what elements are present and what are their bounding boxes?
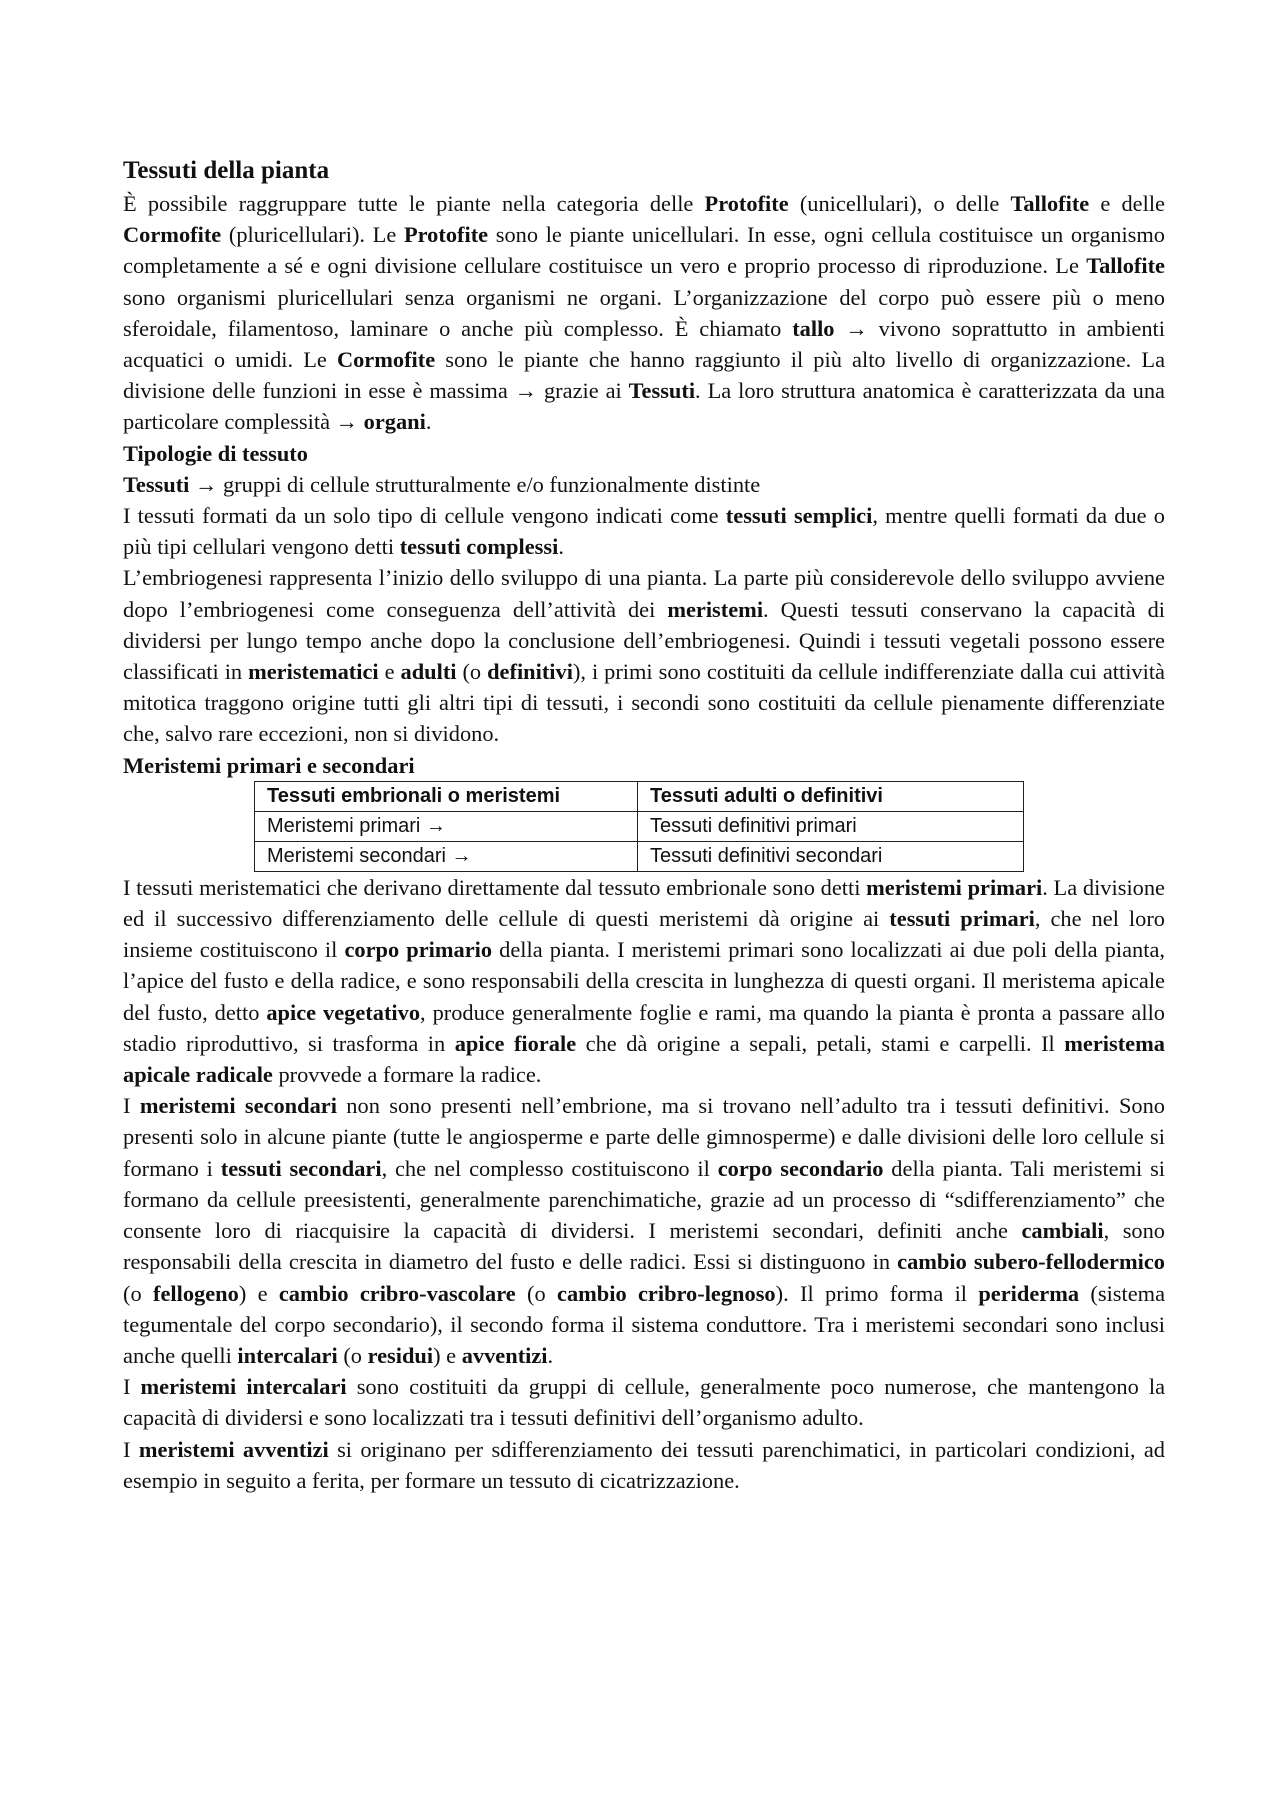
table-cell: Meristemi primari → xyxy=(255,811,638,841)
table-header-cell: Tessuti adulti o definitivi xyxy=(638,781,1024,811)
table-header-cell: Tessuti embrionali o meristemi xyxy=(255,781,638,811)
paragraph-meristemi-avventizi: I meristemi avventizi si originano per sdifferenziamento dei tessuti parenchimatici, in particolari condizioni, ad esempio in seguito a ferita, per formare un tessuto di cicatrizzazione. xyxy=(123,1436,1166,1493)
paragraph-tessuti-semplici: I tessuti formati da un solo tipo di cellule vengono indicati come tessuti semplici, mentre quelli formati da due o più tipi cellulari vengono detti tessuti complessi. xyxy=(123,503,1166,560)
paragraph-meristemi-primari: I tessuti meristematici che derivano direttamente dal tessuto embrionale sono detti meristemi primari. La divisione ed il successivo differenziamento delle cellule di questi meristemi dà origine ai tessuti primari, che nel loro insieme costituiscono il corpo primario della pianta. I meristemi primari sono localizzati ai due poli della pianta, l’apice del fusto e della radice, e sono responsabili della crescita in lunghezza di questi organi. Il meristema apicale del fusto, detto apice vegetativo, produce generalmente foglie e rami, ma quando la pianta è pronta a passare allo stadio riproduttivo, si trasforma in apice fiorale che dà origine a sepali, petali, stami e carpelli. Il meristema apicale radicale provvede a formare la radice. xyxy=(123,874,1165,1088)
tessuti-table xyxy=(254,781,1024,872)
table-header-row xyxy=(255,781,1024,811)
paragraph-tessuti-definition: Tessuti → gruppi di cellule strutturalmente e/o funzionalmente distinte xyxy=(123,471,761,497)
page-title: Tessuti della pianta xyxy=(123,157,330,184)
table-cell: Tessuti definitivi secondari xyxy=(638,841,1024,871)
table-row xyxy=(255,841,1024,871)
table-cell: Meristemi secondari → xyxy=(255,841,638,871)
section-heading-meristemi: Meristemi primari e secondari xyxy=(123,752,415,778)
section-heading-tipologie: Tipologie di tessuto xyxy=(123,440,308,466)
paragraph-meristemi-intercalari: I meristemi intercalari sono costituiti da gruppi di cellule, generalmente poco numerose, che mantengono la capacità di dividersi e sono localizzati tra i tessuti definitivi dell’organismo adulto. xyxy=(123,1374,1166,1431)
paragraph-meristemi-secondari: I meristemi secondari non sono presenti nell’embrione, ma si trovano nell’adulto tra i tessuti definitivi. Sono presenti solo in alcune piante (tutte le angiosperme e parte delle gimnosperme) e dalle divisioni delle loro cellule si formano i tessuti secondari, che nel complesso costituiscono il corpo secondario della pianta. Tali meristemi si formano da cellule preesistenti, generalmente parenchimatiche, grazie ad un processo di “sdifferenziamento” che consente loro di riacquisire la capacità di dividersi. I meristemi secondari, definiti anche cambiali, sono responsabili della crescita in diametro del fusto e delle radici. Essi si distinguono in cambio subero-fellodermico (o fellogeno) e cambio cribro-vascolare (o cambio cribro-legnoso). Il primo forma il periderma (sistema tegumentale del corpo secondario), il secondo forma il sistema conduttore. Tra i meristemi secondari sono inclusi anche quelli intercalari (o residui) e avventizi. xyxy=(123,1093,1166,1368)
paragraph-intro: È possibile raggruppare tutte le piante nella categoria delle Protofite (unicellulari), o delle Tallofite e delle Cormofite (pluricellulari). Le Protofite sono le piante unicellulari. In esse, ogni cellula costituisce un organismo completamente a sé e ogni divisione cellulare costituisce un vero e proprio processo di riproduzione. Le Tallofite sono organismi pluricellulari senza organismi ne organi. L’organizzazione del corpo può essere più o meno sferoidale, filamentoso, laminare o anche più complesso. È chiamato tallo → vivono soprattutto in ambienti acquatici o umidi. Le Cormofite sono le piante che hanno raggiunto il più alto livello di organizzazione. La divisione delle funzioni in esse è massima → grazie ai Tessuti. La loro struttura anatomica è caratterizzata da una particolare complessità → organi. xyxy=(123,191,1166,435)
table-row xyxy=(255,811,1024,841)
document-page xyxy=(123,154,1165,1496)
table-cell: Tessuti definitivi primari xyxy=(638,811,1024,841)
paragraph-embriogenesi: L’embriogenesi rappresenta l’inizio dello sviluppo di una pianta. La parte più considerevole dello sviluppo avviene dopo l’embriogenesi come conseguenza dell’attività dei meristemi. Questi tessuti conservano la capacità di dividersi per lungo tempo anche dopo la conclusione dell’embriogenesi. Quindi i tessuti vegetali possono essere classificati in meristematici e adulti (o definitivi), i primi sono costituiti da cellule indifferenziate dalla cui attività mitotica traggono origine tutti gli altri tipi di tessuti, i secondi sono costituiti da cellule pienamente differenziate che, salvo rare eccezioni, non si dividono. xyxy=(123,565,1165,747)
